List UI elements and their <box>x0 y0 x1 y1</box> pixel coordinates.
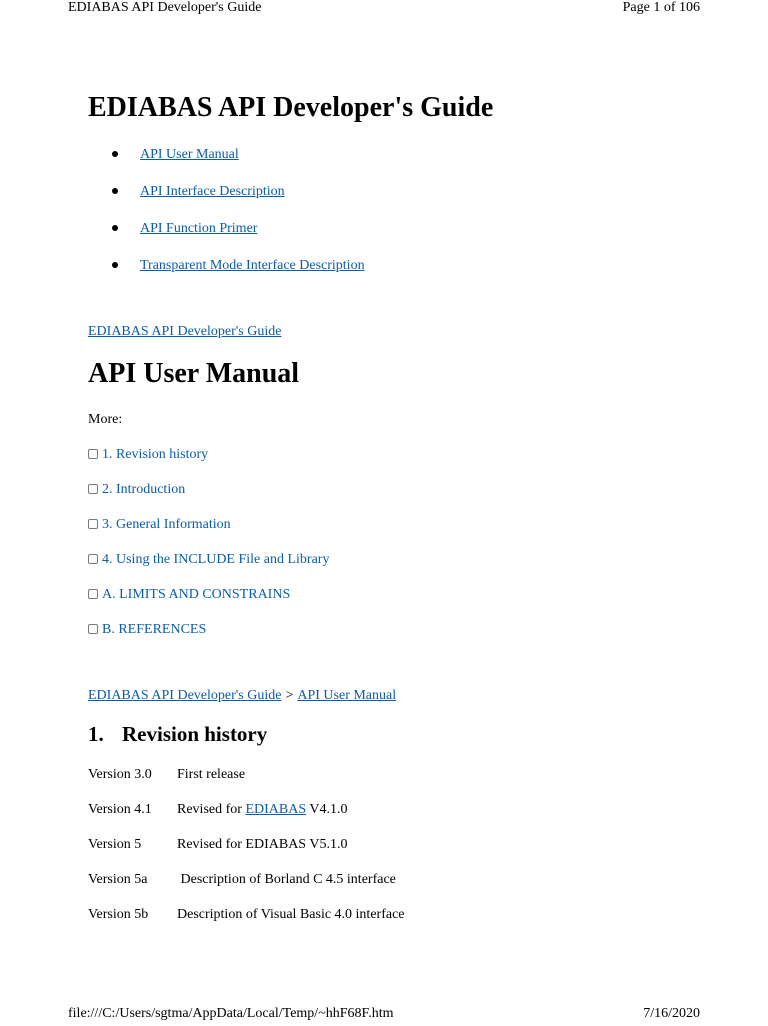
header-doc-title: EDIABAS API Developer's Guide <box>68 0 262 15</box>
checkbox-icon[interactable] <box>88 519 98 529</box>
section-title: API User Manual <box>88 358 300 389</box>
revision-heading-number: 1. <box>88 722 104 746</box>
description-cell <box>177 871 405 906</box>
toc-link-api-interface-description[interactable]: API Interface Description <box>140 184 285 199</box>
header-page-indicator: Page 1 of 106 <box>622 0 700 15</box>
description-text: Description of Borland C 4.5 interface <box>177 872 396 887</box>
more-item-label[interactable]: 2. Introduction <box>102 482 186 497</box>
table-row <box>88 766 405 801</box>
more-item-label[interactable]: A. LIMITS AND CONSTRAINS <box>102 587 291 602</box>
ediabas-link[interactable]: EDIABAS <box>245 802 307 817</box>
more-item-label[interactable]: B. REFERENCES <box>102 622 207 637</box>
bullet-icon <box>112 151 118 157</box>
description-text: Revised for <box>177 802 246 817</box>
revision-table <box>88 766 405 941</box>
description-text: Revised for EDIABAS V5.1.0 <box>177 837 348 852</box>
table-row <box>88 871 405 906</box>
toc-item <box>88 183 365 220</box>
more-item-label[interactable]: 3. General Information <box>102 517 231 532</box>
footer-date: 7/16/2020 <box>643 1006 700 1021</box>
table-row <box>88 836 405 871</box>
toc-list <box>88 146 365 294</box>
description-cell <box>177 906 405 941</box>
toc-link-api-function-primer[interactable]: API Function Primer <box>140 221 258 236</box>
toc-item <box>88 257 365 294</box>
checkbox-icon[interactable] <box>88 554 98 564</box>
revision-heading-title: Revision history <box>122 722 268 746</box>
checkbox-icon[interactable] <box>88 484 98 494</box>
checkbox-icon[interactable] <box>88 589 98 599</box>
toc-item <box>88 146 365 183</box>
breadcrumb-link-user-manual[interactable]: API User Manual <box>297 688 397 703</box>
breadcrumb <box>88 324 281 340</box>
more-item[interactable] <box>88 516 329 551</box>
more-item[interactable] <box>88 551 329 586</box>
breadcrumb <box>88 688 396 704</box>
footer-file-path: file:///C:/Users/sgtma/AppData/Local/Temp/~hhF68F.htm <box>68 1006 394 1021</box>
table-row <box>88 906 405 941</box>
bullet-icon <box>112 188 118 194</box>
revision-heading <box>88 722 267 747</box>
breadcrumb-link-guide[interactable]: EDIABAS API Developer's Guide <box>88 324 282 339</box>
description-text: First release <box>177 767 246 782</box>
bullet-icon <box>112 225 118 231</box>
more-item[interactable] <box>88 621 329 656</box>
description-cell <box>177 766 405 801</box>
print-header <box>68 0 700 20</box>
version-cell: Version 3.0 <box>88 767 152 782</box>
page-title: EDIABAS API Developer's Guide <box>88 92 494 123</box>
version-cell: Version 5a <box>88 872 148 887</box>
version-cell: Version 5 <box>88 837 142 852</box>
breadcrumb-link-guide[interactable]: EDIABAS API Developer's Guide <box>88 688 282 703</box>
version-cell: Version 4.1 <box>88 802 152 817</box>
table-row <box>88 801 405 836</box>
checkbox-icon[interactable] <box>88 449 98 459</box>
toc-link-api-user-manual[interactable]: API User Manual <box>140 147 239 162</box>
version-cell: Version 5b <box>88 907 149 922</box>
breadcrumb-separator: > <box>285 688 294 703</box>
more-item-label[interactable]: 4. Using the INCLUDE File and Library <box>102 552 330 567</box>
more-item[interactable] <box>88 586 329 621</box>
toc-item <box>88 220 365 257</box>
description-cell <box>177 836 405 871</box>
more-label: More: <box>88 412 123 427</box>
more-item-label[interactable]: 1. Revision history <box>102 447 209 462</box>
more-list <box>88 446 329 656</box>
toc-link-transparent-mode[interactable]: Transparent Mode Interface Description <box>140 258 365 273</box>
description-text: Description of Visual Basic 4.0 interface <box>177 907 405 922</box>
description-cell <box>177 801 405 836</box>
description-text: V4.1.0 <box>306 802 348 817</box>
more-item[interactable] <box>88 481 329 516</box>
bullet-icon <box>112 262 118 268</box>
more-item[interactable] <box>88 446 329 481</box>
checkbox-icon[interactable] <box>88 624 98 634</box>
print-footer <box>68 1006 700 1026</box>
